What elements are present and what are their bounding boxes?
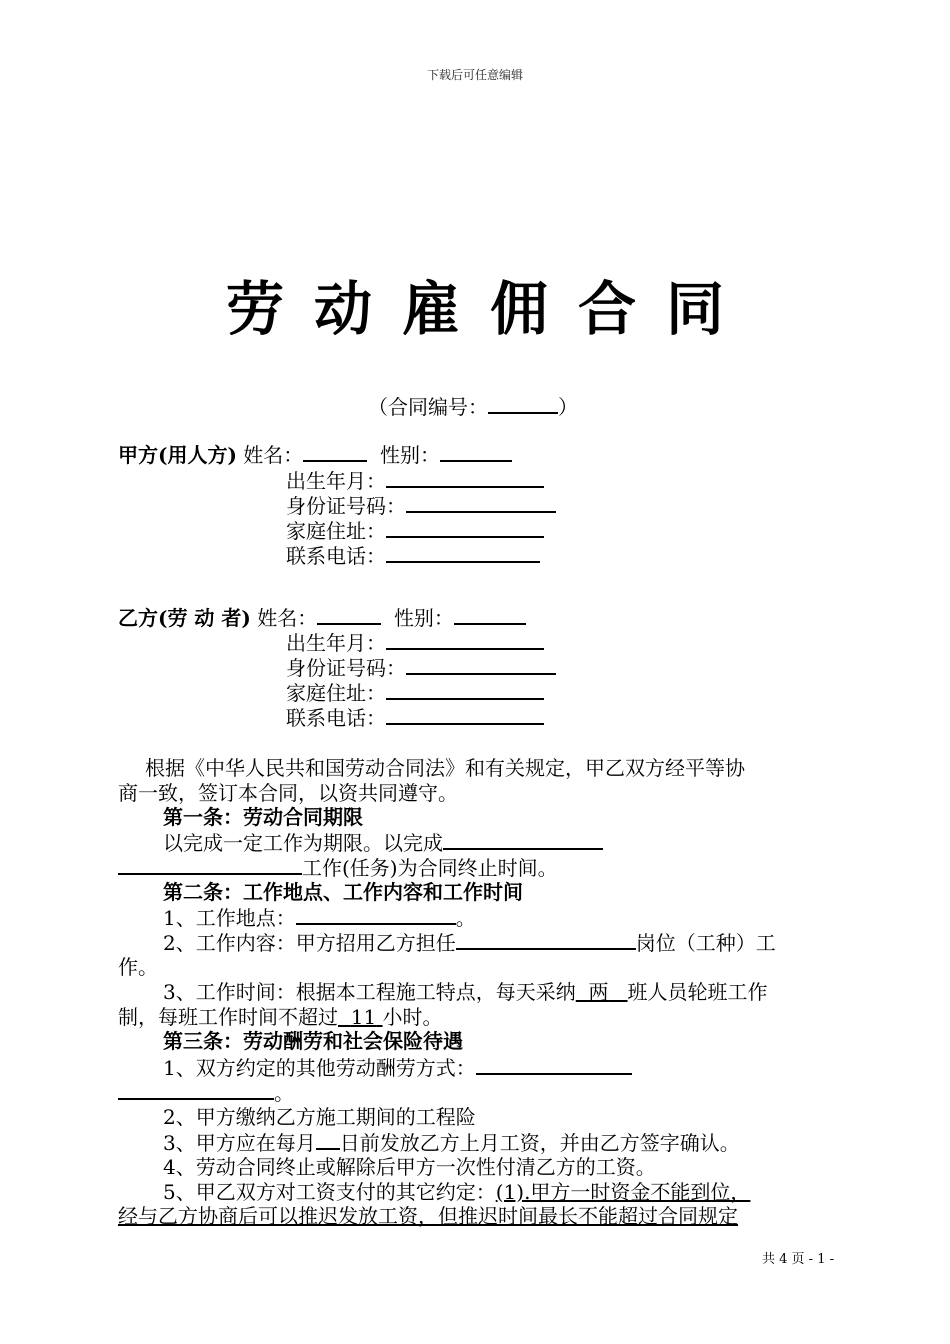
document-title: 劳动雇佣合同 [225, 275, 754, 343]
article-2-item-3-d: 小时。 [382, 1005, 443, 1029]
article-2-item-2 [163, 930, 776, 955]
party-b-phone-label: 联系电话： [286, 706, 386, 730]
article-3-item-5-cont: 经与乙方协商后可以推迟发放工资，但推迟时间最长不能超过合同规定 [118, 1204, 738, 1228]
article-2-item-2-b: 岗位（工种）工 [635, 931, 776, 955]
article-3-item-2: 2、甲方缴纳乙方施工期间的工程险 [163, 1105, 476, 1129]
article-3-item-5-b: (1).甲方一时资金不能到位， [495, 1180, 751, 1204]
party-b-row [118, 605, 526, 630]
shift-hours-value: 11 [350, 1005, 377, 1029]
work-location-blank [296, 905, 456, 925]
article-3-item-3 [163, 1130, 740, 1155]
intro-line-1: 根据《中华人民共和国劳动合同法》和有关规定，甲乙双方经平等协 [145, 756, 745, 780]
party-b-id-blank [406, 655, 556, 675]
pay-method-blank-1 [476, 1055, 632, 1075]
article-2-item-3-c: 制，每班工作时间不超过 [118, 1005, 338, 1029]
party-a-name-label: 姓名： [243, 443, 304, 467]
job-position-blank [456, 930, 636, 950]
article-1-blank-2 [118, 855, 302, 875]
party-b-field [286, 655, 556, 680]
party-a-gender-label: 性别： [380, 443, 441, 467]
article-1-text-1: 以完成一定工作为期限。以完成 [163, 831, 443, 855]
party-b-name-blank [317, 605, 381, 625]
party-a-label: 甲方(用人方) [118, 443, 237, 467]
party-b-field [286, 680, 544, 705]
contract-number-blank [488, 394, 558, 414]
pay-day-blank [316, 1130, 340, 1150]
party-a-field [286, 468, 544, 493]
article-2-item-1-label: 1、工作地点： [163, 906, 296, 930]
pay-method-blank-2 [118, 1080, 274, 1100]
article-2-item-3-a: 3、工作时间：根据本工程施工特点，每天采纳 [163, 980, 576, 1004]
article-1-heading: 第一条：劳动合同期限 [163, 805, 363, 829]
party-a-name-blank [303, 442, 367, 462]
party-a-id-label: 身份证号码： [286, 494, 406, 518]
article-1-blank-1 [443, 830, 603, 850]
party-a-gender-blank [440, 442, 512, 462]
party-b-birth-label: 出生年月： [286, 631, 386, 655]
shift-count-value: 两 [588, 980, 609, 1004]
shift-count [576, 980, 628, 1004]
contract-number [368, 394, 578, 419]
article-2-item-2-a: 2、工作内容：甲方招用乙方担任 [163, 931, 456, 955]
party-a-row [118, 442, 512, 467]
article-2-item-3 [163, 980, 768, 1004]
article-1-line-1 [163, 830, 603, 855]
party-b-phone-blank [386, 705, 544, 725]
party-b-address-label: 家庭住址： [286, 681, 386, 705]
party-a-address-label: 家庭住址： [286, 519, 386, 543]
party-b-field [286, 705, 544, 730]
party-b-birth-blank [386, 630, 544, 650]
party-b-gender-label: 性别： [393, 606, 454, 630]
party-a-phone-blank [386, 543, 540, 563]
article-3-item-3-b: 日前发放乙方上月工资，并由乙方签字确认。 [339, 1131, 740, 1155]
party-a-field [286, 543, 540, 568]
article-2-heading: 第二条：工作地点、工作内容和工作时间 [163, 880, 523, 904]
party-b-label: 乙方(劳 动 者) [118, 606, 251, 630]
article-2-item-3-cont [118, 1005, 443, 1029]
party-a-birth-label: 出生年月： [286, 469, 386, 493]
party-b-name-label: 姓名： [257, 606, 318, 630]
party-a-phone-label: 联系电话： [286, 544, 386, 568]
party-a-field [286, 518, 544, 543]
header-note: 下载后可任意编辑 [426, 68, 523, 82]
article-1-text-2: 工作(任务)为合同终止时间。 [302, 856, 558, 880]
article-3-item-4: 4、劳动合同终止或解除后甲方一次性付清乙方的工资。 [163, 1155, 656, 1179]
article-3-item-5 [163, 1180, 750, 1204]
article-1-line-2 [118, 855, 558, 880]
article-3-item-1 [163, 1055, 632, 1080]
contract-number-close: ） [558, 395, 578, 419]
article-2-item-1 [163, 905, 476, 930]
shift-hours [338, 1005, 383, 1029]
party-a-birth-blank [386, 468, 544, 488]
party-a-id-blank [406, 493, 556, 513]
party-b-id-label: 身份证号码： [286, 656, 406, 680]
article-3-item-1-cont [118, 1080, 294, 1105]
party-b-gender-blank [454, 605, 526, 625]
contract-number-open: （合同编号： [368, 395, 488, 419]
article-2-item-2-cont: 作。 [118, 955, 158, 979]
article-3-item-1-label: 1、双方约定的其他劳动酬劳方式： [163, 1056, 476, 1080]
party-b-field [286, 630, 544, 655]
article-2-item-3-b: 班人员轮班工作 [627, 980, 768, 1004]
party-a-address-blank [386, 518, 544, 538]
article-3-item-1-end: 。 [274, 1081, 294, 1105]
party-a-field [286, 493, 556, 518]
intro-line-2: 商一致，签订本合同，以资共同遵守。 [118, 781, 458, 805]
article-3-heading: 第三条：劳动酬劳和社会保险待遇 [163, 1029, 463, 1053]
party-b-address-blank [386, 680, 544, 700]
article-3-item-3-a: 3、甲方应在每月 [163, 1131, 316, 1155]
article-2-item-1-end: 。 [455, 906, 476, 930]
article-3-item-5-a: 5、甲乙双方对工资支付的其它约定： [163, 1180, 496, 1204]
page-footer: 共 4 页 - 1 - [762, 1252, 834, 1267]
